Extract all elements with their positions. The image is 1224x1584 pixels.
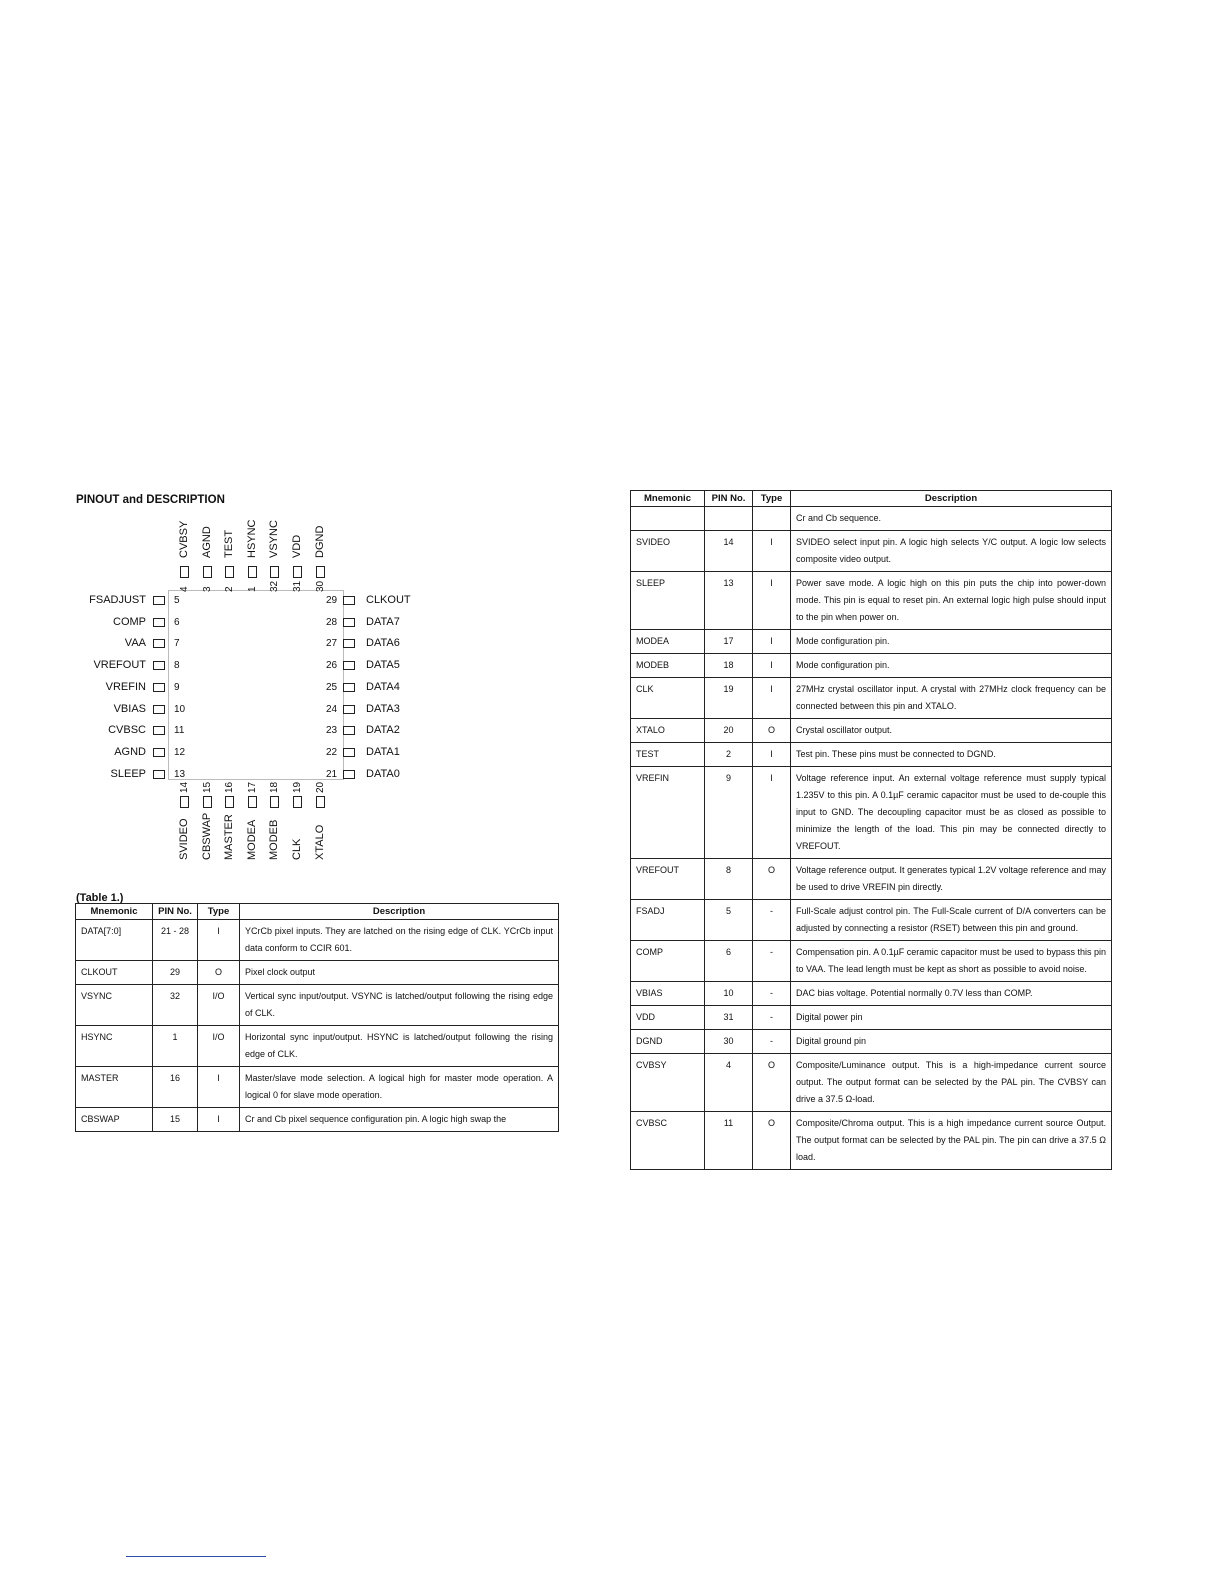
pin-number-cell: 30 [705,1030,753,1054]
pin-label-top: DGND [313,525,326,558]
pin-number-cell: 15 [153,1108,198,1132]
table-row [631,900,1112,941]
description-cell: YCrCb pixel inputs. They are latched on the rising edge of CLK. YCrCb input data conform to CCIR 601. [240,920,559,961]
pin-pad-left [153,661,165,670]
pin-label-top: AGND [200,526,213,558]
pin-number-left: 8 [174,660,180,672]
pin-number-top: 1 [246,586,258,592]
pin-label-top: HSYNC [245,519,258,558]
description-cell: DAC bias voltage. Potential normally 0.7V less than COMP. [791,982,1112,1006]
pin-label-left: VREFIN [105,680,146,693]
table-row [631,743,1112,767]
pin-label-left: VREFOUT [93,659,146,672]
pin-number-top: 2 [224,586,236,592]
table-row [631,1054,1112,1112]
type-cell: O [753,1112,791,1170]
pin-label-left: VBIAS [113,702,146,715]
description-cell: Crystal oscillator output. [791,719,1112,743]
pin-number-cell: 16 [153,1067,198,1108]
mnemonic-cell: CBSWAP [76,1108,153,1132]
pin-label-bottom: MODEA [245,819,258,860]
type-cell: I [198,1067,240,1108]
pin-label-right: DATA2 [366,724,400,737]
pin-number-cell: 17 [705,630,753,654]
pin-number-cell: 18 [705,654,753,678]
table-row [76,985,559,1026]
pin-number-cell: 29 [153,961,198,985]
pin-label-right: DATA5 [366,659,400,672]
pin-number-cell: 20 [705,719,753,743]
pin-label-bottom: CLK [291,838,303,860]
pin-pad-right [343,639,355,648]
pin-number-cell: 19 [705,678,753,719]
table-row [631,678,1112,719]
pin-number-cell: 13 [705,572,753,630]
pin-pad-right [343,726,355,735]
pin-number-left: 6 [174,616,180,628]
pin-number-right: 26 [326,660,338,672]
pin-number-cell: 1 [153,1026,198,1067]
mnemonic-cell: MODEA [631,630,705,654]
table-row [631,572,1112,630]
description-cell: Vertical sync input/output. VSYNC is latched/output following the rising edge of CLK. [240,985,559,1026]
mnemonic-cell: XTALO [631,719,705,743]
type-cell: - [753,1030,791,1054]
page-title: PINOUT and DESCRIPTION [76,494,225,506]
pin-label-bottom: MODEB [268,819,281,860]
pin-label-left: VAA [124,637,146,650]
pin-pad-right [343,748,355,757]
mnemonic-cell: FSADJ [631,900,705,941]
pin-number-cell: 8 [705,859,753,900]
pin-label-right: DATA4 [366,680,400,693]
column-header: Mnemonic [631,491,705,507]
column-header: Description [240,904,559,920]
type-cell: I [753,654,791,678]
pin-number-left: 13 [174,768,186,780]
pin-number-cell [705,507,753,531]
type-cell: O [753,1054,791,1112]
pin-pad-right [343,770,355,779]
pin-number-top: 31 [292,580,303,592]
pin-label-right: DATA1 [366,745,400,758]
pin-label-top: VSYNC [268,520,281,558]
pin-label-bottom: XTALO [313,824,326,860]
pin-pad-top [225,566,234,578]
table-caption: (Table 1.) [76,892,124,904]
pin-pad-right [343,661,355,670]
mnemonic-cell: SLEEP [631,572,705,630]
pin-pad-bottom [270,796,279,808]
pin-label-left: FSADJUST [89,594,146,606]
description-cell: Mode configuration pin. [791,630,1112,654]
mnemonic-cell: CLK [631,678,705,719]
pin-number-cell: 4 [705,1054,753,1112]
table-row [76,1108,559,1132]
type-cell: I [198,1108,240,1132]
mnemonic-cell: VREFOUT [631,859,705,900]
type-cell: I [753,630,791,654]
pin-pad-left [153,683,165,692]
pin-pad-left [153,596,165,605]
pin-number-right: 21 [326,768,338,780]
table-header-row [76,904,559,920]
type-cell: I/O [198,1026,240,1067]
pin-label-top: CVBSY [178,520,190,558]
description-cell: Test pin. These pins must be connected to DGND. [791,743,1112,767]
pin-pad-top [248,566,257,578]
pin-table-right [630,490,1112,1170]
pin-label-bottom: MASTER [223,814,236,860]
pin-label-bottom: SVIDEO [178,818,190,860]
column-header: Mnemonic [76,904,153,920]
pin-label-top: TEST [223,529,236,558]
table-row [631,982,1112,1006]
pin-pad-bottom [248,796,257,808]
description-cell: Cr and Cb pixel sequence configuration pin. A logic high swap the [240,1108,559,1132]
pin-number-cell: 14 [705,531,753,572]
pin-pad-right [343,618,355,627]
pin-label-right: DATA7 [366,615,400,628]
column-header: PIN No. [705,491,753,507]
description-cell: Composite/Luminance output. This is a high-impedance current source output. The output format can be selected by the PAL pin. The CVBSY can drive a 37.5 Ω-load. [791,1054,1112,1112]
description-cell: Cr and Cb sequence. [791,507,1112,531]
pin-number-right: 25 [326,681,338,693]
table-row [631,859,1112,900]
type-cell: - [753,941,791,982]
pin-number-bottom: 16 [224,781,236,793]
pin-number-cell: 5 [705,900,753,941]
pin-number-right: 27 [326,638,338,650]
type-cell: I [753,767,791,859]
description-cell: 27MHz crystal oscillator input. A crystal with 27MHz clock frequency can be connected between this pin and XTALO. [791,678,1112,719]
pin-pad-top [316,566,325,578]
pin-number-cell: 10 [705,982,753,1006]
type-cell: - [753,1006,791,1030]
chip-body [168,590,344,780]
table-row [631,1112,1112,1170]
description-cell: Digital power pin [791,1006,1112,1030]
pin-number-cell: 32 [153,985,198,1026]
table-row [76,961,559,985]
pin-label-right: DATA6 [366,637,400,650]
column-header: Type [198,904,240,920]
pin-number-left: 10 [174,703,186,715]
column-header: PIN No. [153,904,198,920]
table-row [631,941,1112,982]
pin-number-right: 22 [326,746,338,758]
pin-pad-top [180,566,189,578]
description-cell: Full-Scale adjust control pin. The Full-Scale current of D/A converters can be adjusted by connecting a resistor (RSET) between this pin and ground. [791,900,1112,941]
pin-number-cell: 9 [705,767,753,859]
pin-number-bottom: 19 [292,781,303,793]
pin-number-left: 7 [174,638,180,650]
pin-number-bottom: 15 [201,781,213,793]
pin-pad-top [293,566,302,578]
pin-table-left [75,903,559,1132]
pin-number-left: 5 [174,595,180,606]
pin-number-left: 12 [174,746,186,758]
type-cell [753,507,791,531]
type-cell: - [753,982,791,1006]
pin-pad-left [153,618,165,627]
description-cell: Power save mode. A logic high on this pin puts the chip into power-down mode. This pin is equal to reset pin. An external logic high pulse should input to the pin when power on. [791,572,1112,630]
column-header: Description [791,491,1112,507]
description-cell: Master/slave mode selection. A logical high for master mode operation. A logical 0 for slave mode operation. [240,1067,559,1108]
description-cell: Mode configuration pin. [791,654,1112,678]
pin-number-left: 11 [174,725,185,737]
table-row [76,1067,559,1108]
pin-pad-left [153,770,165,779]
table-row [631,719,1112,743]
mnemonic-cell: VREFIN [631,767,705,859]
pin-number-bottom: 18 [269,781,281,793]
pin-number-right: 23 [326,725,338,737]
pin-number-top: 30 [314,580,326,592]
pin-number-right: 28 [326,616,338,628]
mnemonic-cell: MODEB [631,654,705,678]
mnemonic-cell: DGND [631,1030,705,1054]
pin-pad-right [343,683,355,692]
mnemonic-cell: CVBSC [631,1112,705,1170]
pin-number-right: 29 [326,595,338,606]
type-cell: I [753,572,791,630]
description-cell: Pixel clock output [240,961,559,985]
type-cell: I [198,920,240,961]
pin-pad-right [343,705,355,714]
type-cell: I/O [198,985,240,1026]
mnemonic-cell: DATA[7:0] [76,920,153,961]
description-cell: Voltage reference output. It generates typical 1.2V voltage reference and may be used to drive VREFIN pin directly. [791,859,1112,900]
pin-number-bottom: 17 [246,781,258,793]
pin-pad-bottom [316,796,325,808]
table-row [76,920,559,961]
type-cell: I [753,743,791,767]
footnote-rule [126,1556,266,1557]
pin-number-right: 24 [326,703,338,715]
pin-label-bottom: CBSWAP [200,812,213,860]
pin-number-top: 4 [179,586,190,592]
pin-pad-left [153,748,165,757]
mnemonic-cell: VDD [631,1006,705,1030]
pin-number-cell: 11 [705,1112,753,1170]
pin-pad-bottom [180,796,189,808]
description-cell: Digital ground pin [791,1030,1112,1054]
pin-number-cell: 6 [705,941,753,982]
pin-label-left: AGND [114,745,146,758]
pin-label-right: CLKOUT [366,594,411,606]
pin-number-bottom: 20 [314,781,326,793]
type-cell: O [753,719,791,743]
type-cell: O [753,859,791,900]
mnemonic-cell: CVBSY [631,1054,705,1112]
pin-number-top: 3 [201,586,213,592]
description-cell: Voltage reference input. An external voltage reference must supply typical 1.235V to this pin. A 0.1µF ceramic capacitor must be used to de-couple this input to GND. The decoupling capacitor must be as closed as possible to minimize the length of the load. This pin may be connected directly to VREFOUT. [791,767,1112,859]
pin-number-cell: 21 - 28 [153,920,198,961]
mnemonic-cell [631,507,705,531]
table-row [631,1006,1112,1030]
pin-label-right: DATA0 [366,767,400,780]
mnemonic-cell: MASTER [76,1067,153,1108]
pin-pad-left [153,726,165,735]
pin-label-left: COMP [113,615,146,628]
mnemonic-cell: VBIAS [631,982,705,1006]
table-row [631,507,1112,531]
type-cell: - [753,900,791,941]
pin-pad-top [203,566,212,578]
pin-pad-top [270,566,279,578]
table-row [631,630,1112,654]
pin-pad-bottom [293,796,302,808]
description-cell: SVIDEO select input pin. A logic high selects Y/C output. A logic low selects composite video output. [791,531,1112,572]
pin-label-left: CVBSC [108,724,146,737]
pin-pad-bottom [225,796,234,808]
pin-pad-left [153,639,165,648]
description-cell: Compensation pin. A 0.1µF ceramic capacitor must be used to bypass this pin to VAA. The lead length must be kept as short as possible to avoid noise. [791,941,1112,982]
column-header: Type [753,491,791,507]
pin-number-cell: 31 [705,1006,753,1030]
pin-pad-right [343,596,355,605]
pin-number-left: 9 [174,681,180,693]
type-cell: I [753,678,791,719]
pin-number-bottom: 14 [179,781,190,793]
table-row [631,654,1112,678]
table-row [631,767,1112,859]
mnemonic-cell: SVIDEO [631,531,705,572]
table-row [76,1026,559,1067]
table-header-row [631,491,1112,507]
description-cell: Horizontal sync input/output. HSYNC is latched/output following the rising edge of CLK. [240,1026,559,1067]
type-cell: O [198,961,240,985]
mnemonic-cell: TEST [631,743,705,767]
mnemonic-cell: COMP [631,941,705,982]
pin-pad-left [153,705,165,714]
description-cell: Composite/Chroma output. This is a high impedance current source Output. The output format can be selected by the PAL pin. The pin can drive a 37.5 Ω load. [791,1112,1112,1170]
pin-label-top: VDD [291,534,303,558]
pin-label-right: DATA3 [366,702,400,715]
type-cell: I [753,531,791,572]
pin-number-top: 32 [269,580,281,592]
pin-pad-bottom [203,796,212,808]
mnemonic-cell: CLKOUT [76,961,153,985]
mnemonic-cell: VSYNC [76,985,153,1026]
pin-number-cell: 2 [705,743,753,767]
table-row [631,1030,1112,1054]
table-row [631,531,1112,572]
mnemonic-cell: HSYNC [76,1026,153,1067]
pin-label-left: SLEEP [110,767,146,780]
